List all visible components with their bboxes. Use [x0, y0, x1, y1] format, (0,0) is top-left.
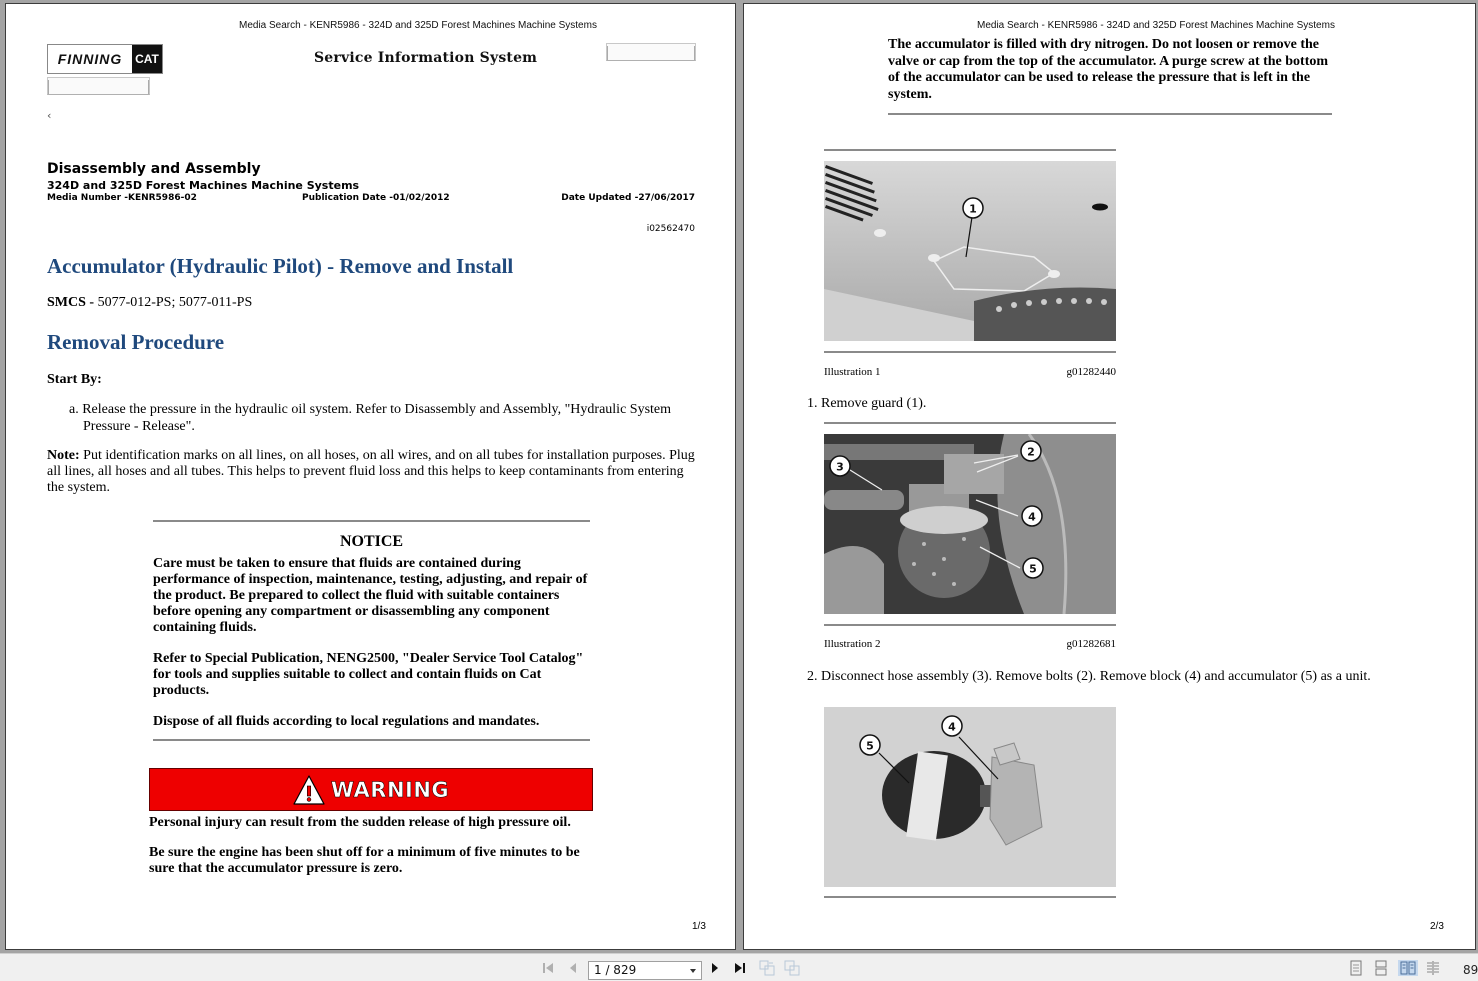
illustration-label: Illustration 1 [824, 366, 881, 378]
doc-subtitle: 324D and 325D Forest Machines Machine Systems [47, 179, 360, 192]
illustration-id: g01282440 [1066, 366, 1116, 378]
illustration-bottom-rule [824, 896, 1116, 898]
dropdown-caret-icon[interactable] [690, 969, 696, 973]
rotate-right-icon [784, 960, 800, 976]
smcs-value: 5077-012-PS; 5077-011-PS [94, 295, 253, 310]
previous-page-icon [566, 961, 580, 975]
notice-title: NOTICE [339, 533, 404, 550]
illustration-bottom-rule [824, 624, 1116, 626]
first-page-icon [541, 961, 555, 975]
warning-end-rule [888, 113, 1332, 115]
publication-date: Publication Date -01/02/2012 [302, 193, 450, 203]
zoom-level[interactable]: 89 [1463, 963, 1478, 977]
date-updated: Date Updated -27/06/2017 [561, 193, 695, 203]
callout-3: 3 [836, 460, 844, 474]
warning-banner [149, 768, 593, 811]
continuous-view-button[interactable] [1373, 960, 1389, 976]
cat-logo-text: CAT [132, 45, 162, 73]
step-2: 2. Disconnect hose assembly (3). Remove bolts (2). Remove block (4) and accumulator (5) as a unit. [807, 669, 1371, 684]
illustration-2-image [824, 434, 1116, 614]
page-number-value: 1 / 829 [594, 963, 637, 977]
notice-paragraph: Care must be taken to ensure that fluids are contained during performance of inspection, maintenance, testing, adjusting, and repair of the product. Be prepared to collect the fluid with suitable containers before opening any compartment or disassembling any component containing fluids. [153, 556, 588, 635]
warning-continued-paragraph: The accumulator is filled with dry nitrogen. Do not loosen or remove the valve or cap from the top of the accumulator. A purge screw at the bottom of the accumulator can be used to release the pressure that is left in the system. [888, 37, 1329, 102]
notice-paragraph: Refer to Special Publication, NENG2500, "Dealer Service Tool Catalog" for tools and supplies suitable to collect and contain fluids on Cat products. [153, 651, 584, 698]
note-label: Note: [47, 448, 80, 463]
back-chevron-icon[interactable]: ‹ [47, 109, 52, 122]
illustration-top-rule [824, 149, 1116, 151]
page-number-field[interactable] [588, 961, 702, 980]
finning-cat-logo [47, 44, 163, 74]
last-page-icon [733, 961, 747, 975]
callout-5: 5 [1029, 562, 1037, 576]
callout-4: 4 [1028, 510, 1036, 524]
illustration-1-caption [824, 366, 1116, 378]
sis-title: Service Information System [314, 50, 538, 66]
illustration-id: g01282681 [1066, 638, 1116, 650]
rotate-left-icon [759, 960, 775, 976]
warning-paragraph: Personal injury can result from the sudden release of high pressure oil. [149, 815, 571, 830]
start-by-label: Start By: [47, 372, 102, 387]
warning-paragraph: Be sure the engine has been shut off for a minimum of five minutes to be sure that the accumulator pressure is zero. [149, 845, 580, 876]
two-page-continuous-view-button[interactable] [1425, 960, 1441, 976]
media-header: Media Search - KENR5986 - 324D and 325D Forest Machines Machine Systems [239, 20, 597, 31]
next-page-button[interactable] [707, 960, 723, 976]
previous-page-button[interactable] [565, 960, 581, 976]
illustration-1-image [824, 161, 1116, 341]
notice-bottom-rule [153, 739, 590, 741]
media-number: Media Number -KENR5986-02 [47, 193, 197, 203]
warning-triangle-icon [293, 775, 325, 805]
doc-id: i02562470 [646, 224, 695, 234]
doc-category: Disassembly and Assembly [47, 161, 261, 177]
illustration-label: Illustration 2 [824, 638, 881, 650]
last-page-button[interactable] [732, 960, 748, 976]
page-1 [5, 3, 736, 950]
callout-2: 2 [1027, 445, 1035, 459]
rotate-right-button[interactable] [784, 960, 800, 976]
start-by-step-a: a. Release the pressure in the hydraulic oil system. Refer to Disassembly and Assembly, "Hydraulic System Pressure - Release". [69, 402, 672, 434]
first-page-button[interactable] [540, 960, 556, 976]
media-header: Media Search - KENR5986 - 324D and 325D Forest Machines Machine Systems [977, 20, 1335, 31]
page-2 [743, 3, 1476, 950]
next-page-icon [708, 961, 722, 975]
illustration-top-rule [824, 422, 1116, 424]
finning-logo-text: FINNING [57, 51, 123, 67]
callout-4: 4 [948, 720, 956, 734]
continuous-page-icon [1374, 960, 1388, 976]
callout-1: 1 [969, 202, 977, 216]
single-page-icon [1349, 960, 1363, 976]
two-page-icon [1400, 960, 1416, 976]
note-text: Put identification marks on all lines, on all hoses, on all wires, and on all tubes for installation purposes. Plug all lines, all hoses and all tubes. This helps to prevent fluid loss and this helps to keep contaminants from entering the system. [47, 448, 695, 495]
header-blank-button-right[interactable] [606, 43, 696, 61]
page-title: Accumulator (Hydraulic Pilot) - Remove and Install [47, 254, 514, 278]
smcs-label: SMCS - [47, 295, 95, 310]
note-paragraph [47, 448, 697, 496]
notice-paragraph: Dispose of all fluids according to local regulations and mandates. [153, 714, 540, 729]
illustration-2-caption [824, 638, 1116, 650]
smcs-line [47, 295, 252, 311]
illustration-3-image [824, 707, 1116, 887]
callout-5: 5 [866, 739, 874, 753]
two-page-continuous-icon [1425, 960, 1441, 976]
single-page-view-button[interactable] [1348, 960, 1364, 976]
warning-label: WARNING [330, 777, 450, 802]
two-page-view-button[interactable] [1398, 960, 1418, 976]
page-number: 1/3 [692, 921, 706, 932]
navigation-toolbar [0, 953, 1478, 981]
page-number: 2/3 [1430, 921, 1444, 932]
header-blank-button-left[interactable] [47, 77, 150, 95]
step-1: 1. Remove guard (1). [807, 396, 927, 411]
illustration-bottom-rule [824, 351, 1116, 353]
section-heading: Removal Procedure [47, 330, 225, 354]
rotate-left-button[interactable] [759, 960, 775, 976]
notice-top-rule [153, 520, 590, 522]
